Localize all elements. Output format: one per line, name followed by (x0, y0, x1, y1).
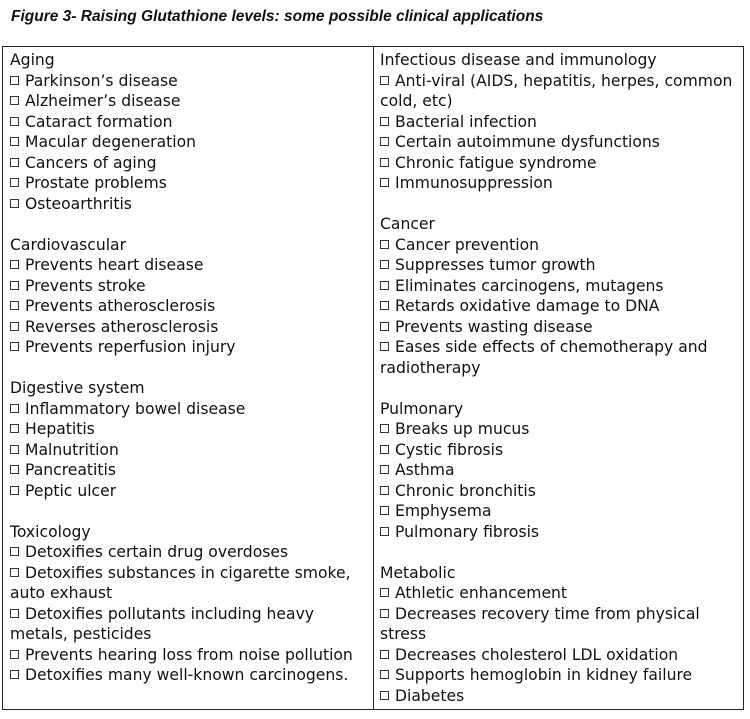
list-item (10, 112, 368, 133)
list-item-label: Emphysema (395, 502, 492, 520)
checkbox-icon (10, 158, 19, 167)
list-item-label: Bacterial infection (395, 112, 537, 131)
list-item (10, 317, 368, 338)
checkbox-icon (10, 281, 19, 290)
checkbox-icon (380, 650, 389, 659)
section-cancer (380, 214, 741, 378)
list-item (380, 173, 741, 194)
checkbox-icon (380, 178, 389, 187)
checkbox-icon (10, 609, 19, 618)
section-heading: Metabolic (380, 563, 456, 582)
checkbox-icon (10, 486, 19, 495)
list-item (10, 132, 368, 153)
list-item-label: Suppresses tumor growth (395, 256, 596, 274)
figure-title: Figure 3- Raising Glutathione levels: some possible clinical applications (11, 8, 544, 25)
list-item (380, 501, 741, 522)
section-heading: Cardiovascular (10, 235, 127, 254)
item-list (380, 71, 741, 194)
list-item (380, 645, 741, 666)
list-item (380, 419, 741, 440)
checkbox-icon (380, 137, 389, 146)
list-item-label: Peptic ulcer (25, 481, 117, 500)
checkbox-icon (380, 260, 389, 269)
list-item-label: Alzheimer’s disease (25, 92, 181, 110)
list-item (380, 522, 741, 543)
section-digestive-system (10, 378, 368, 501)
list-item (10, 276, 368, 297)
list-item (380, 235, 741, 256)
list-item (10, 563, 368, 604)
list-item-label: Athletic enhancement (395, 584, 568, 602)
list-item (380, 112, 741, 133)
list-item-label: Retards oxidative damage to DNA (395, 297, 660, 315)
checkbox-icon (10, 117, 19, 126)
item-list (380, 583, 741, 706)
section-heading: Infectious disease and immunology (380, 51, 657, 69)
list-item-label: Asthma (395, 461, 455, 479)
list-item-label: Cystic fibrosis (395, 440, 504, 459)
list-item (10, 481, 368, 502)
item-list (10, 542, 368, 686)
list-item-label: Eliminates carcinogens, mutagens (395, 276, 664, 295)
list-item-label: Supports hemoglobin in kidney failure (395, 666, 693, 684)
list-item (380, 686, 741, 707)
checkbox-icon (380, 76, 389, 85)
checkbox-icon (380, 609, 389, 618)
list-item-label: Prevents wasting disease (395, 317, 593, 336)
checkbox-icon (10, 568, 19, 577)
section-heading: Pulmonary (380, 399, 464, 418)
checkbox-icon (380, 588, 389, 597)
list-item (10, 153, 368, 174)
checkbox-icon (10, 670, 19, 679)
checkbox-icon (10, 301, 19, 310)
list-item-label: Breaks up mucus (395, 420, 530, 438)
list-item-label: Decreases cholesterol LDL oxidation (395, 645, 679, 664)
checkbox-icon (10, 137, 19, 146)
checkbox-icon (10, 199, 19, 208)
checkbox-icon (10, 178, 19, 187)
section-heading: Toxicology (10, 522, 91, 541)
list-item (10, 255, 368, 276)
checkbox-icon (380, 342, 389, 351)
item-list (10, 71, 368, 215)
list-item-label: Prevents hearing loss from noise pollution (25, 645, 353, 664)
list-item (380, 153, 741, 174)
checkbox-icon (10, 404, 19, 413)
list-item (380, 132, 741, 153)
list-item-label: Detoxifies many well-known carcinogens. (25, 666, 349, 684)
list-item (380, 481, 741, 502)
checkbox-icon (380, 465, 389, 474)
list-item-label: Decreases recovery time from physical stress (380, 604, 700, 643)
section-aging (10, 50, 368, 214)
checkbox-icon (380, 301, 389, 310)
list-item-label: Immunosuppression (395, 174, 553, 192)
list-item-label: Inflammatory bowel disease (25, 399, 246, 418)
list-item-label: Prevents atherosclerosis (25, 297, 216, 315)
list-item (380, 460, 741, 481)
checkbox-icon (10, 322, 19, 331)
checkbox-icon (10, 650, 19, 659)
list-item (380, 71, 741, 112)
list-item-label: Chronic fatigue syndrome (395, 153, 597, 172)
list-item-label: Detoxifies certain drug overdoses (25, 543, 289, 561)
list-item (380, 583, 741, 604)
checkbox-icon (380, 486, 389, 495)
list-item (10, 419, 368, 440)
list-item (380, 296, 741, 317)
section-heading: Aging (10, 51, 55, 69)
list-item (10, 91, 368, 112)
section-heading: Cancer (380, 215, 435, 233)
list-item (380, 317, 741, 338)
checkbox-icon (380, 322, 389, 331)
list-item-label: Parkinson’s disease (25, 71, 178, 90)
list-item-label: Prevents stroke (25, 276, 146, 295)
item-list (380, 419, 741, 542)
list-item (10, 337, 368, 358)
checkbox-icon (10, 260, 19, 269)
checkbox-icon (10, 342, 19, 351)
item-list (380, 235, 741, 379)
checkbox-icon (380, 281, 389, 290)
checkbox-icon (380, 424, 389, 433)
list-item (380, 337, 741, 378)
list-item (10, 665, 368, 686)
list-item (10, 460, 368, 481)
list-item (380, 604, 741, 645)
checkbox-icon (380, 691, 389, 700)
list-item (10, 440, 368, 461)
section-heading: Digestive system (10, 379, 145, 397)
checkbox-icon (380, 670, 389, 679)
list-item-label: Eases side effects of chemotherapy and radiotherapy (380, 338, 708, 377)
list-item-label: Macular degeneration (25, 133, 197, 151)
list-item-label: Malnutrition (25, 440, 119, 459)
checkbox-icon (380, 527, 389, 536)
applications-table (2, 46, 744, 710)
checkbox-icon (380, 158, 389, 167)
list-item-label: Prostate problems (25, 174, 167, 192)
list-item-label: Prevents heart disease (25, 256, 204, 274)
table-column-right (380, 50, 741, 706)
checkbox-icon (10, 465, 19, 474)
list-item (10, 194, 368, 215)
list-item (380, 276, 741, 297)
list-item-label: Reverses atherosclerosis (25, 317, 219, 336)
list-item-label: Cancers of aging (25, 153, 157, 172)
list-item (10, 71, 368, 92)
list-item (380, 440, 741, 461)
list-item-label: Diabetes (395, 686, 465, 705)
section-infectious-disease-and-immunology (380, 50, 741, 194)
list-item-label: Certain autoimmune dysfunctions (395, 133, 660, 151)
section-cardiovascular (10, 235, 368, 358)
table-column-left (10, 50, 368, 686)
section-toxicology (10, 522, 368, 686)
checkbox-icon (380, 117, 389, 126)
checkbox-icon (380, 445, 389, 454)
list-item-label: Anti-viral (AIDS, hepatitis, herpes, common cold, etc) (380, 71, 733, 110)
checkbox-icon (10, 547, 19, 556)
list-item-label: Cancer prevention (395, 235, 539, 254)
list-item (10, 173, 368, 194)
list-item (10, 645, 368, 666)
list-item (380, 255, 741, 276)
list-item-label: Cataract formation (25, 112, 173, 131)
list-item (380, 665, 741, 686)
section-pulmonary (380, 399, 741, 543)
list-item (10, 296, 368, 317)
checkbox-icon (10, 445, 19, 454)
section-metabolic (380, 563, 741, 707)
list-item-label: Pancreatitis (25, 461, 116, 479)
column-divider (373, 47, 374, 709)
item-list (10, 255, 368, 358)
list-item (10, 542, 368, 563)
list-item-label: Pulmonary fibrosis (395, 522, 540, 541)
list-item-label: Detoxifies pollutants including heavy metals, pesticides (10, 604, 315, 643)
list-item (10, 399, 368, 420)
list-item-label: Chronic bronchitis (395, 481, 536, 500)
list-item-label: Hepatitis (25, 420, 95, 438)
checkbox-icon (10, 76, 19, 85)
list-item (10, 604, 368, 645)
list-item-label: Osteoarthritis (25, 194, 132, 213)
item-list (10, 399, 368, 502)
list-item-label: Prevents reperfusion injury (25, 338, 236, 356)
list-item-label: Detoxifies substances in cigarette smoke, auto exhaust (10, 563, 351, 602)
checkbox-icon (10, 96, 19, 105)
checkbox-icon (380, 240, 389, 249)
checkbox-icon (380, 506, 389, 515)
checkbox-icon (10, 424, 19, 433)
